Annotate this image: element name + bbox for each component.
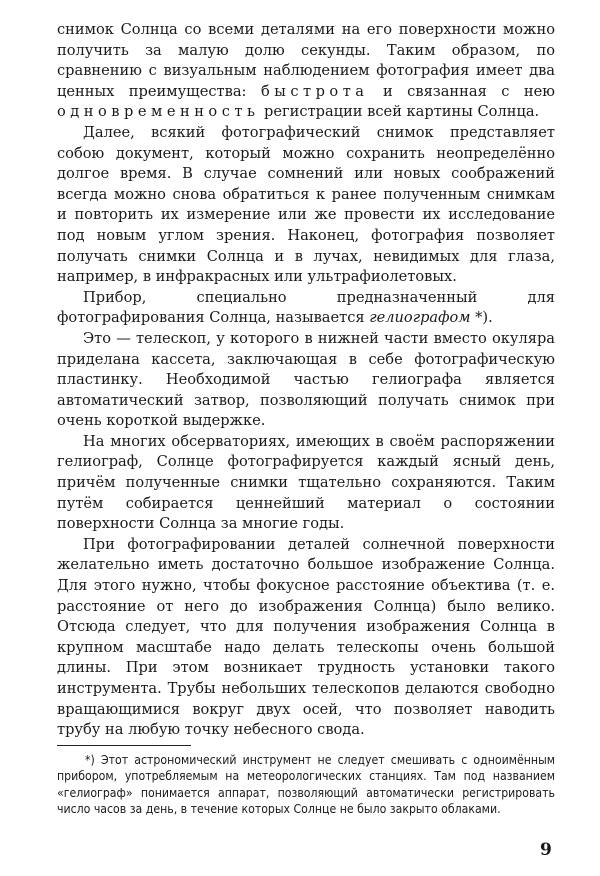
paragraph — [57, 20, 555, 123]
paragraph — [57, 123, 555, 288]
italic-term: гелиографом — [369, 309, 471, 327]
footnote-divider — [57, 745, 191, 746]
footnote — [57, 752, 555, 818]
paragraph — [57, 432, 555, 535]
text-run: Это — телескоп, у которого в нижней части вместо окуляра приделана кассета, заключающая в себе фотографическую пластинку. Необходимой частью гелиографа является автоматический затвор, позволяющий получать снимок при очень короткой выдержке. — [57, 329, 555, 430]
emphasized-spaced-text: быстрота — [260, 82, 369, 100]
text-run: На многих обсерваториях, имеющих в своём распоряжении гелиограф, Солнце фотографируется каждый ясный день, причём полученные снимки тщательно сохраняются. Таким путём собирается ценнейший материал о состоянии поверхности Солнца за многие годы. — [57, 432, 555, 533]
text-run: При фотографировании деталей солнечной поверхности желательно иметь достаточно большое изображение Солнца. Для этого нужно, чтобы фокусное расстояние объектива (т. е. расстояние от него до изображения Солнца) было велико. Отсюда следует, что для получения изображения Солнца в крупном масштабе надо делать телескопы очень большой длины. При этом возникает трудность установки такого инструмента. Трубы небольших телескопов делаются свободно вращающимися вокруг двух осей, что позволяет наводить трубу на любую точку небесного свода. — [57, 535, 555, 739]
footnote-text: Этот астрономический инструмент не следует смешивать с одноимённым прибором, употребляемым на метеорологических станциях. Там под названием «гелиограф» понимается аппарат, позволяющий автоматически регистрировать число часов за день, в течение которых Солнце не было закрыто облаками. — [57, 753, 555, 817]
text-run: *). — [470, 309, 493, 327]
paragraph — [57, 535, 555, 741]
text-run: Далее, всякий фотографический снимок представляет собою документ, который можно сохранить неопределённо долгое время. В случае сомнений или новых соображений всегда можно снова обратиться к ранее полученным снимкам и повторить их измерение или же провести их исследование под новым углом зрения. Наконец, фотография позволяет получать снимки Солнца и в лучах, невидимых для глаза, например, в инфракрасных или ультрафиолетовых. — [57, 123, 555, 286]
paragraph — [57, 329, 555, 432]
text-run: снимок Солнца со всеми деталями на его поверхности можно получить за малую долю секунды. Таким образом, по сравнению с визуальным наблюдением фотография имеет два ценных преимущества: — [57, 21, 555, 100]
text-run: Прибор, специально предназначенный для фотографирования Солнца, называется — [57, 288, 555, 327]
text-run: регистрации всей картины Солнца. — [259, 103, 540, 121]
paragraph — [57, 288, 555, 329]
text-run: и связанная с нею — [368, 82, 555, 100]
page-number: 9 — [540, 840, 552, 860]
main-text — [57, 20, 555, 741]
footnotes — [57, 752, 555, 818]
emphasized-spaced-text: одновременность — [57, 103, 260, 121]
footnote-marker: *) — [85, 753, 95, 767]
